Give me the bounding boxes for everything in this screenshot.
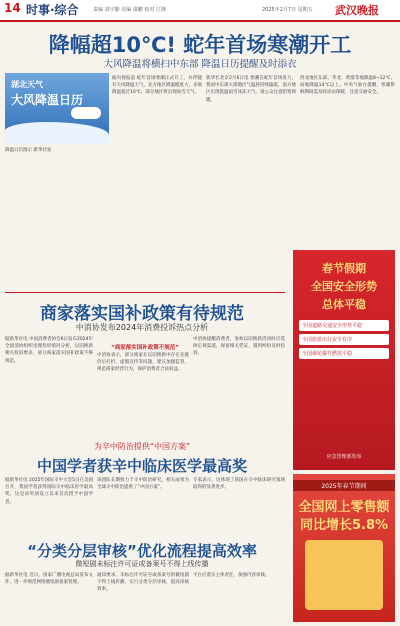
ad2-banner: 2025年春节期间 bbox=[293, 480, 395, 491]
editors-line: 责编 刘宇勤 美编 邵鹏 校对 江锋 bbox=[93, 7, 166, 13]
weather-graphic bbox=[5, 73, 109, 144]
holiday-safety-graphic bbox=[293, 250, 395, 470]
weather-card-title: 湖北天气 bbox=[11, 80, 43, 89]
ad1-line2: 全国安全形势 bbox=[311, 280, 377, 293]
story1-column: 西北地区东部、华北、黄淮等地降温8~12℃，局地降温14℃以上。中央气象台提醒，寒潮影响期间需及时添衣保暖，注意交通安全。 bbox=[300, 76, 395, 96]
weather-card-main: 大风降温日历 bbox=[11, 93, 84, 107]
newspaper-logo: 武汉晚报 bbox=[335, 4, 379, 17]
story4-column: 平台应落实主体责任，加强内容审核。 bbox=[193, 573, 270, 578]
story3-column: 专家表示，这体现了我国在辛中临床研究领域取得的显著进步。 bbox=[193, 478, 285, 491]
story4-column: 通知要求，未标注许可证号或备案号的微短剧不得上线传播，实行分类分层审核，提高审核效率。 bbox=[97, 573, 189, 593]
story4-subhead: 微短剧未标注许可证或备案号不得上线传播 bbox=[75, 560, 209, 568]
section-title: 时事·综合 bbox=[26, 3, 79, 17]
story4-headline: “分类分层审核”优化流程提高效率 bbox=[27, 542, 257, 560]
ad2-line1: 全国网上零售额 bbox=[298, 500, 390, 515]
story1-subhead: 大风降温将横扫中东部 降温日历提醒及时添衣 bbox=[103, 59, 297, 70]
story3-column: 该团队长期致力于辛中防治研究，相关成果为全球辛中防治提供了“中国方案”。 bbox=[97, 478, 189, 491]
photo-caption: 降温日历图示 新华社发 bbox=[5, 148, 52, 153]
story2-column: 中消协提醒消费者，参加以旧换新活动时应选择正规渠道，保留相关凭证，遇到纠纷及时投诉。 bbox=[193, 337, 285, 357]
story2-headline: 商家落实国补政策有待规范 bbox=[40, 304, 244, 324]
online-retail-graphic bbox=[293, 474, 395, 622]
ad1-item: 全国旅游出行安全有序 bbox=[299, 334, 389, 345]
page-header bbox=[0, 0, 400, 22]
story1-headline: 降幅超10℃! 蛇年首场寒潮开工 bbox=[48, 33, 352, 57]
snow-graphic bbox=[5, 122, 109, 144]
ad1-item: 全国道路交通安全形势平稳 bbox=[299, 320, 389, 331]
story1-column: 新华社北京2月6日电 寒潮在蛇年首场发力，我国中东部大部地区气温将持续偏低，南方地区出现低温雨雪冰冻天气，请公众注意防寒保暖。 bbox=[206, 76, 296, 103]
page-number: 14 bbox=[4, 1, 21, 15]
story3-column: 据新华社电 2025年国际辛中大会5日在美国召开，我国学者获得国际辛中临床医学最高奖，这是该奖项设立以来首次授予中国学者。 bbox=[5, 478, 93, 505]
section-divider bbox=[5, 292, 285, 293]
issue-date: 2025年2月7日 星期五 bbox=[262, 7, 313, 13]
ad1-footer: 应急管理部发布 bbox=[326, 454, 362, 460]
story3-headline: 中国学者获辛中临床医学最高奖 bbox=[36, 457, 247, 475]
ad1-item: 全国烟花爆竹燃放平稳 bbox=[299, 348, 389, 359]
story1-column: 据央视报道 蛇年首场寒潮正式开工，并伴随有大风降温天气，北方地区降温幅度大，多地降温超过10℃，部分地区将出现雨雪天气。 bbox=[112, 76, 202, 96]
cloud-icon bbox=[71, 107, 101, 119]
shopping-illustration-icon bbox=[305, 540, 383, 610]
ad1-line3: 总体平稳 bbox=[322, 298, 366, 311]
story4-column: 据新华社电 近日，国家广播电视总局发布文件，进一步规范网络微短剧备案管理。 bbox=[5, 573, 93, 586]
story2-column: 中消协表示，部分商家在以旧换新中存在先涨价后打折、虚假宣传等问题，建议加强监管，规范商家经营行为，保护消费者合法权益。 bbox=[97, 353, 189, 373]
story2-subhead: 中消协发布2024年消费投诉热点分析 bbox=[75, 323, 209, 332]
ad2-line2: 同比增长5.8% bbox=[299, 518, 389, 533]
story2-crosshead: “商家落实国补政策不规范” bbox=[111, 345, 179, 351]
ad1-line1: 春节假期 bbox=[322, 262, 366, 275]
story2-column: 据新华社电 中国消费者协会6日发布2024年全国消协组织受理投诉情况分析，以旧换新相关投诉增多，部分商家落实国补政策不够规范。 bbox=[5, 337, 93, 364]
story3-kicker: 为辛中防治提供“中国方案” bbox=[93, 442, 191, 451]
